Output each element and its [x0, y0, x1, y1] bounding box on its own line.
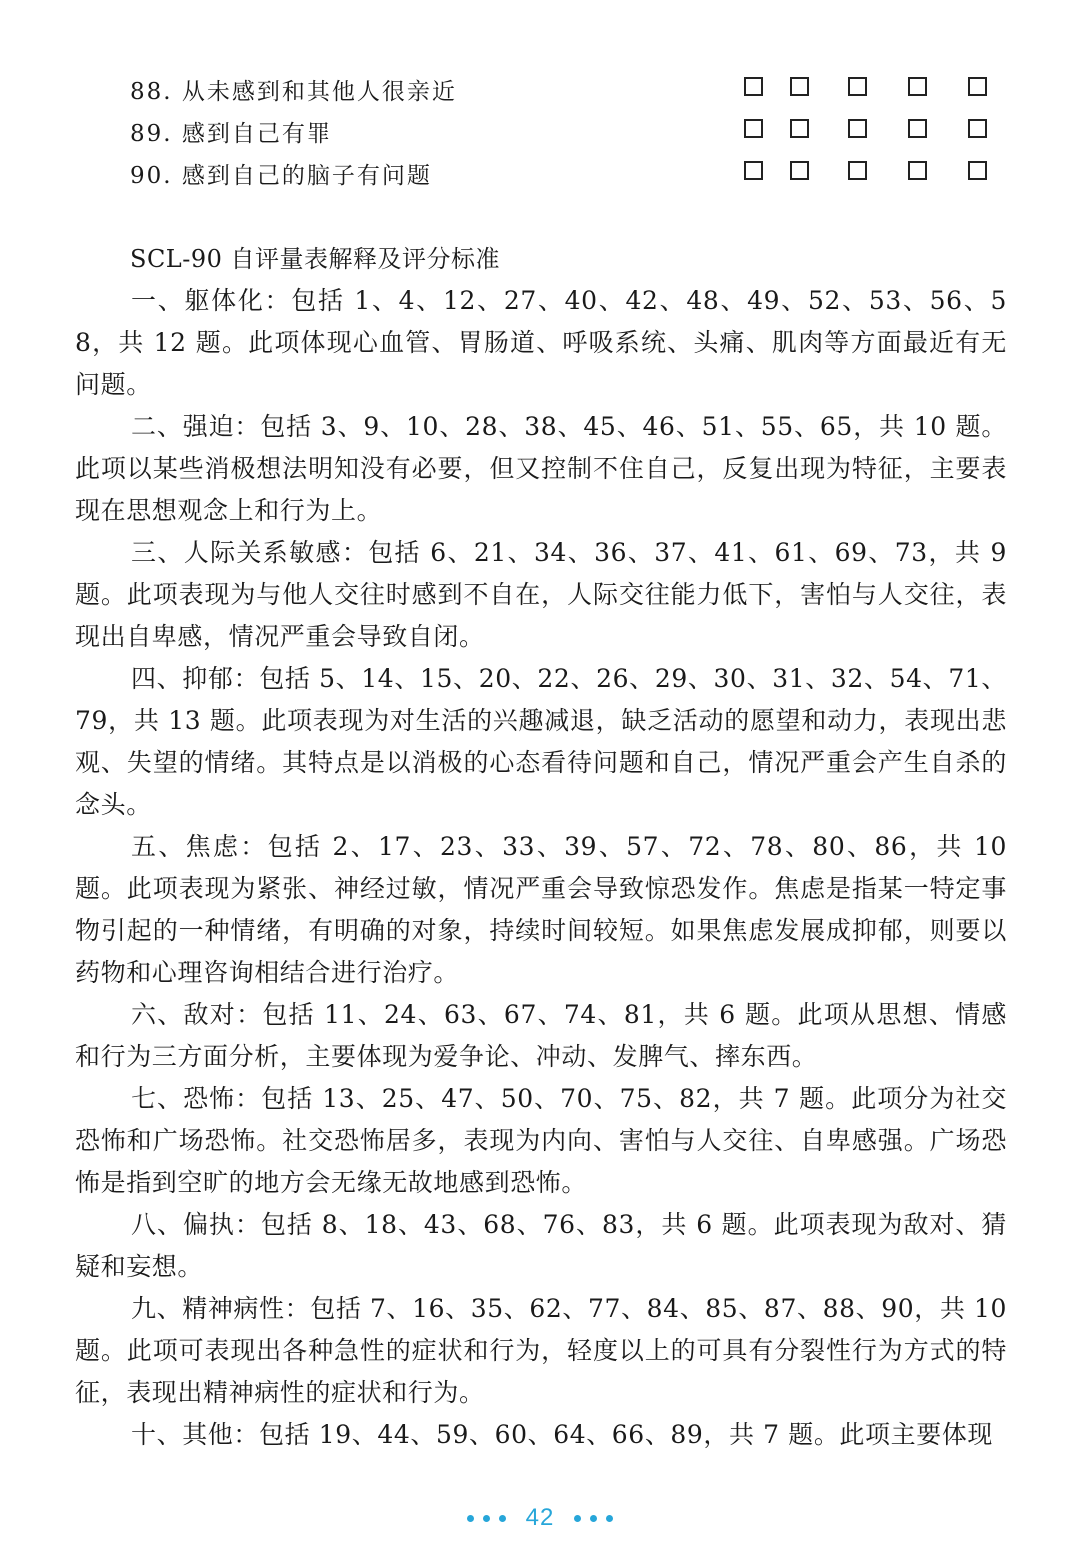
page-number: 42 [525, 1504, 555, 1531]
answer-options [742, 68, 1002, 110]
option-checkbox[interactable] [968, 119, 987, 138]
paragraph-anxiety: 五、焦虑：包括 2、17、23、33、39、57、72、78、80、86，共 10 题。此项表现为紧张、神经过敏，情况严重会导致惊恐发作。焦虑是指某一特定事物引起的一种情绪，有明确的对象，持续时间较短。如果焦虑发展成抑郁，则要以药物和心理咨询相结合进行治疗。 [75, 832, 1007, 987]
paragraph-obsessive: 二、强迫：包括 3、9、10、28、38、45、46、51、55、65，共 10 题。此项以某些消极想法明知没有必要，但又控制不住自己，反复出现为特征，主要表现在思想观念上和行为上。 [75, 412, 1007, 525]
section-title: SCL-90 自评量表解释及评分标准 [130, 245, 501, 273]
option-checkbox[interactable] [744, 119, 763, 138]
option-checkbox[interactable] [790, 77, 809, 96]
option-checkbox[interactable] [790, 119, 809, 138]
paragraph-paranoia: 八、偏执：包括 8、18、43、68、76、83，共 6 题。此项表现为敌对、猜疑和妄想。 [75, 1210, 1007, 1281]
option-checkbox[interactable] [790, 161, 809, 180]
question-text: 88. 从未感到和其他人很亲近 [130, 78, 457, 105]
paragraph-phobia: 七、恐怖：包括 13、25、47、50、70、75、82，共 7 题。此项分为社交恐怖和广场恐怖。社交恐怖居多，表现为内向、害怕与人交往、自卑感强。广场恐怖是指到空旷的地方会无缘无故地感到恐怖。 [75, 1084, 1007, 1197]
paragraph-psychoticism: 九、精神病性：包括 7、16、35、62、77、84、85、87、88、90，共 10 题。此项可表现出各种急性的症状和行为，轻度以上的可具有分裂性行为方式的特征，表现出精神病性的症状和行为。 [75, 1294, 1007, 1407]
answer-options [742, 110, 1002, 152]
option-checkbox[interactable] [908, 77, 927, 96]
question-text: 89. 感到自己有罪 [130, 120, 332, 147]
question-row-90 [130, 152, 1010, 194]
paragraph-other: 十、其他：包括 19、44、59、60、64、66、89，共 7 题。此项主要体现 [131, 1420, 994, 1449]
option-checkbox[interactable] [848, 161, 867, 180]
page-footer [0, 1498, 1080, 1538]
question-text: 90. 感到自己的脑子有问题 [130, 162, 432, 189]
left-dots-decoration [467, 1515, 506, 1522]
option-checkbox[interactable] [848, 77, 867, 96]
option-checkbox[interactable] [968, 77, 987, 96]
option-checkbox[interactable] [908, 161, 927, 180]
option-checkbox[interactable] [744, 161, 763, 180]
option-checkbox[interactable] [908, 119, 927, 138]
option-checkbox[interactable] [744, 77, 763, 96]
question-row-89 [130, 110, 1010, 152]
paragraph-somatization: 一、躯体化：包括 1、4、12、27、40、42、48、49、52、53、56、58，共 12 题。此项体现心血管、胃肠道、呼吸系统、头痛、肌肉等方面最近有无问题。 [75, 286, 1007, 399]
option-checkbox[interactable] [968, 161, 987, 180]
option-checkbox[interactable] [848, 119, 867, 138]
paragraph-depression: 四、抑郁：包括 5、14、15、20、22、26、29、30、31、32、54、71、79，共 13 题。此项表现为对生活的兴趣减退，缺乏活动的愿望和动力，表现出悲观、失望的情绪。其特点是以消极的心态看待问题和自己，情况严重会产生自杀的念头。 [75, 664, 1007, 819]
question-row-88 [130, 68, 1010, 110]
section-body [75, 280, 1007, 1456]
paragraph-hostility: 六、敌对：包括 11、24、63、67、74、81，共 6 题。此项从思想、情感和行为三方面分析，主要体现为爱争论、冲动、发脾气、摔东西。 [75, 1000, 1007, 1071]
right-dots-decoration [574, 1515, 613, 1522]
paragraph-interpersonal: 三、人际关系敏感：包括 6、21、34、36、37、41、61、69、73，共 9 题。此项表现为与他人交往时感到不自在，人际交往能力低下，害怕与人交往，表现出自卑感，情况严重会导致自闭。 [75, 538, 1007, 651]
answer-options [742, 152, 1002, 194]
